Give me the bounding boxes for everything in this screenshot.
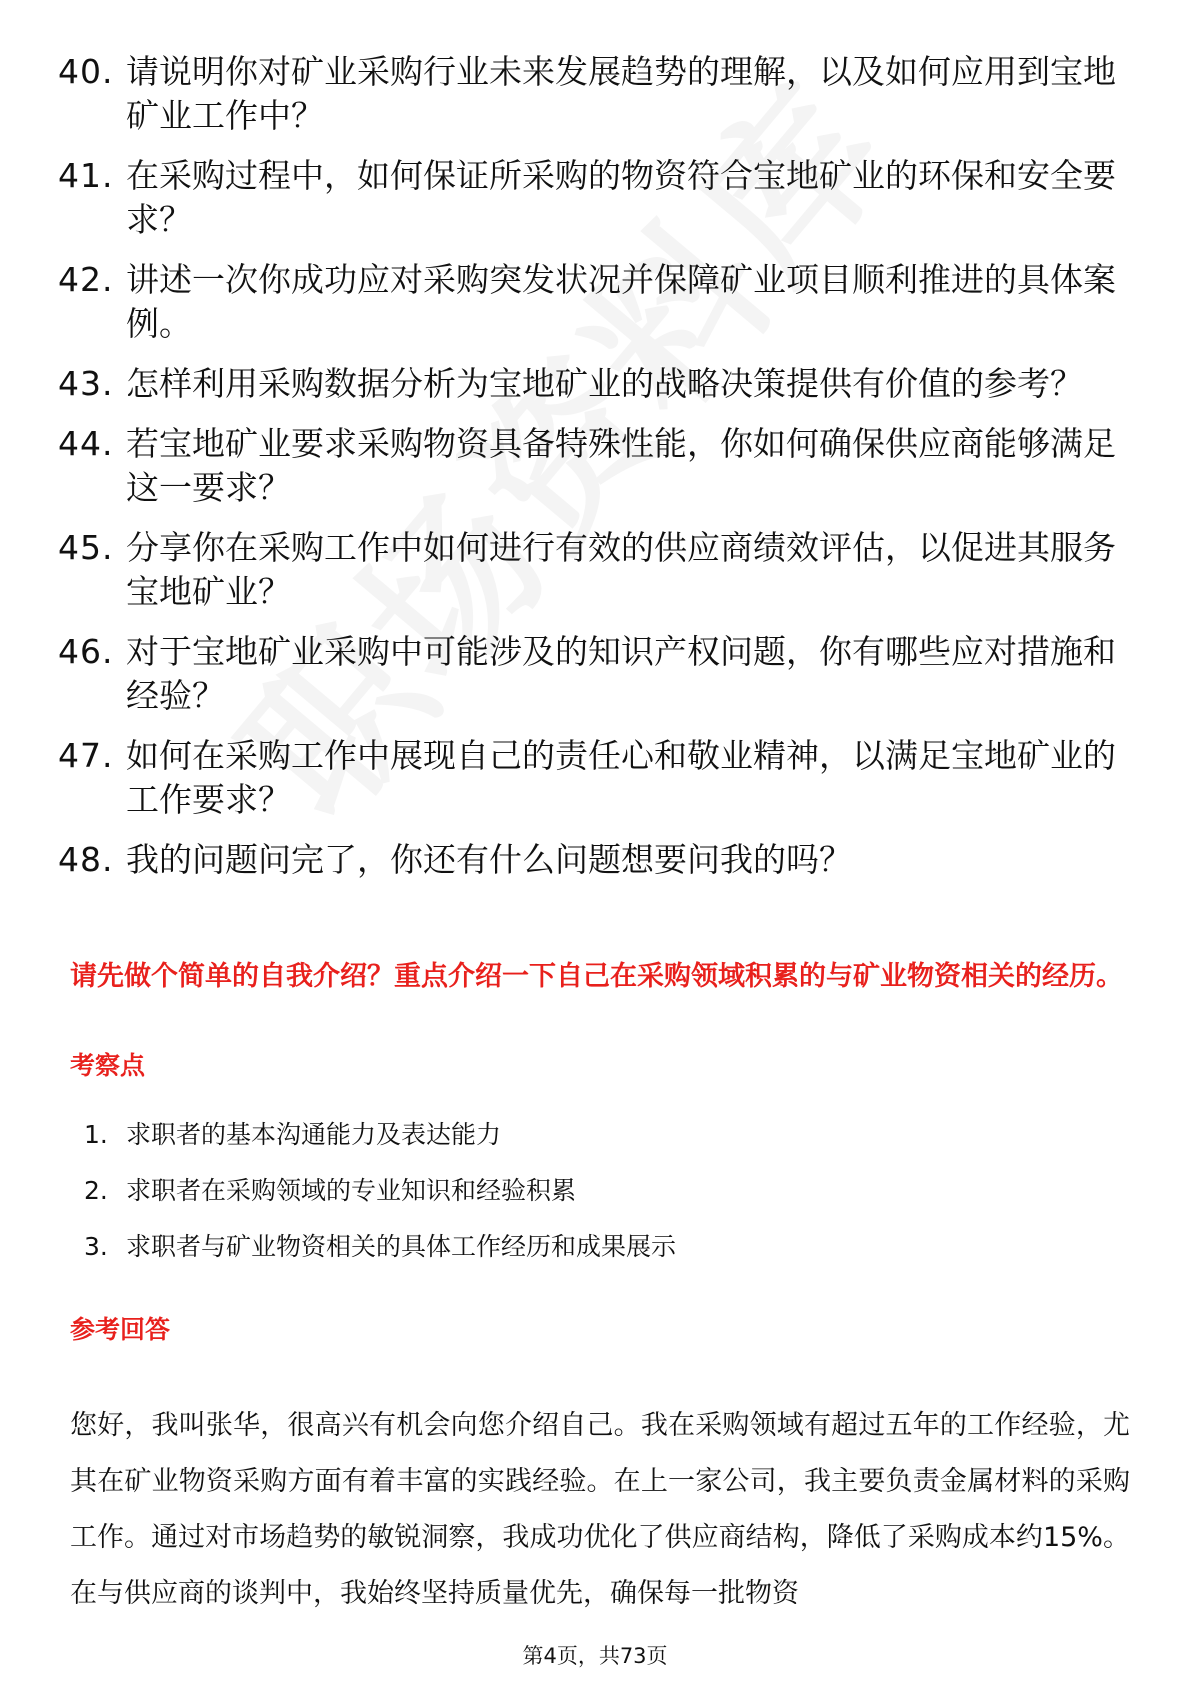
- point-number: 3.: [84, 1232, 108, 1261]
- examine-title: 考察点: [70, 1051, 146, 1080]
- page-number: 第4页，共73页: [522, 1644, 668, 1668]
- list-item: [58, 154, 1138, 242]
- question-number: 48.: [58, 840, 114, 879]
- list-item: [58, 50, 1138, 138]
- reference-answer: 您好，我叫张华，很高兴有机会向您介绍自己。我在采购领域有超过五年的工作经验，尤其在矿业物资采购方面有着丰富的实践经验。在上一家公司，我主要负责金属材料的采购工作。通过对市场趋势的敏锐洞察，我成功优化了供应商结构，降低了采购成本约15%。在与供应商的谈判中，我始终坚持质量优先，确保每一批物资: [70, 1410, 1130, 1609]
- question-text: 讲述一次你成功应对采购突发状况并保障矿业项目顺利推进的具体案例。: [126, 260, 1116, 343]
- question-text: 分享你在采购工作中如何进行有效的供应商绩效评估，以促进其服务宝地矿业？: [126, 528, 1116, 611]
- list-item: [58, 362, 1138, 406]
- list-item: [58, 838, 1138, 882]
- question-text: 在采购过程中，如何保证所采购的物资符合宝地矿业的环保和安全要求？: [126, 156, 1116, 239]
- question-number: 40.: [58, 52, 114, 91]
- question-text: 若宝地矿业要求采购物资具备特殊性能，你如何确保供应商能够满足这一要求？: [126, 424, 1116, 507]
- reference-title: 参考回答: [70, 1315, 171, 1344]
- list-item: [58, 630, 1138, 718]
- list-item: [58, 526, 1138, 614]
- point-number: 1.: [84, 1120, 108, 1149]
- question-number: 44.: [58, 424, 114, 463]
- question-text: 我的问题问完了，你还有什么问题想要问我的吗？: [126, 840, 852, 879]
- point-text: 求职者在采购领域的专业知识和经验积累: [126, 1176, 577, 1205]
- question-number: 47.: [58, 736, 114, 775]
- point-text: 求职者的基本沟通能力及表达能力: [126, 1120, 502, 1149]
- list-item: [58, 734, 1138, 822]
- list-item: [58, 422, 1138, 510]
- highlight-question: 请先做个简单的自我介绍？重点介绍一下自己在采购领域积累的与矿业物资相关的经历。: [70, 961, 1123, 992]
- list-item: [84, 1174, 1084, 1230]
- question-text: 如何在采购工作中展现自己的责任心和敬业精神，以满足宝地矿业的工作要求？: [126, 736, 1116, 819]
- point-number: 2.: [84, 1176, 108, 1205]
- question-number: 41.: [58, 156, 114, 195]
- question-text: 怎样利用采购数据分析为宝地矿业的战略决策提供有价值的参考？: [126, 364, 1083, 403]
- question-list: [58, 50, 1138, 898]
- list-item: [58, 258, 1138, 346]
- question-number: 46.: [58, 632, 114, 671]
- question-number: 45.: [58, 528, 114, 567]
- question-number: 43.: [58, 364, 114, 403]
- question-text: 对于宝地矿业采购中可能涉及的知识产权问题，你有哪些应对措施和经验？: [126, 632, 1116, 715]
- point-text: 求职者与矿业物资相关的具体工作经历和成果展示: [126, 1232, 677, 1261]
- list-item: [84, 1118, 1084, 1174]
- list-item: [84, 1230, 1084, 1286]
- examine-points: [84, 1118, 1084, 1286]
- question-number: 42.: [58, 260, 114, 299]
- question-text: 请说明你对矿业采购行业未来发展趋势的理解，以及如何应用到宝地矿业工作中？: [126, 52, 1116, 135]
